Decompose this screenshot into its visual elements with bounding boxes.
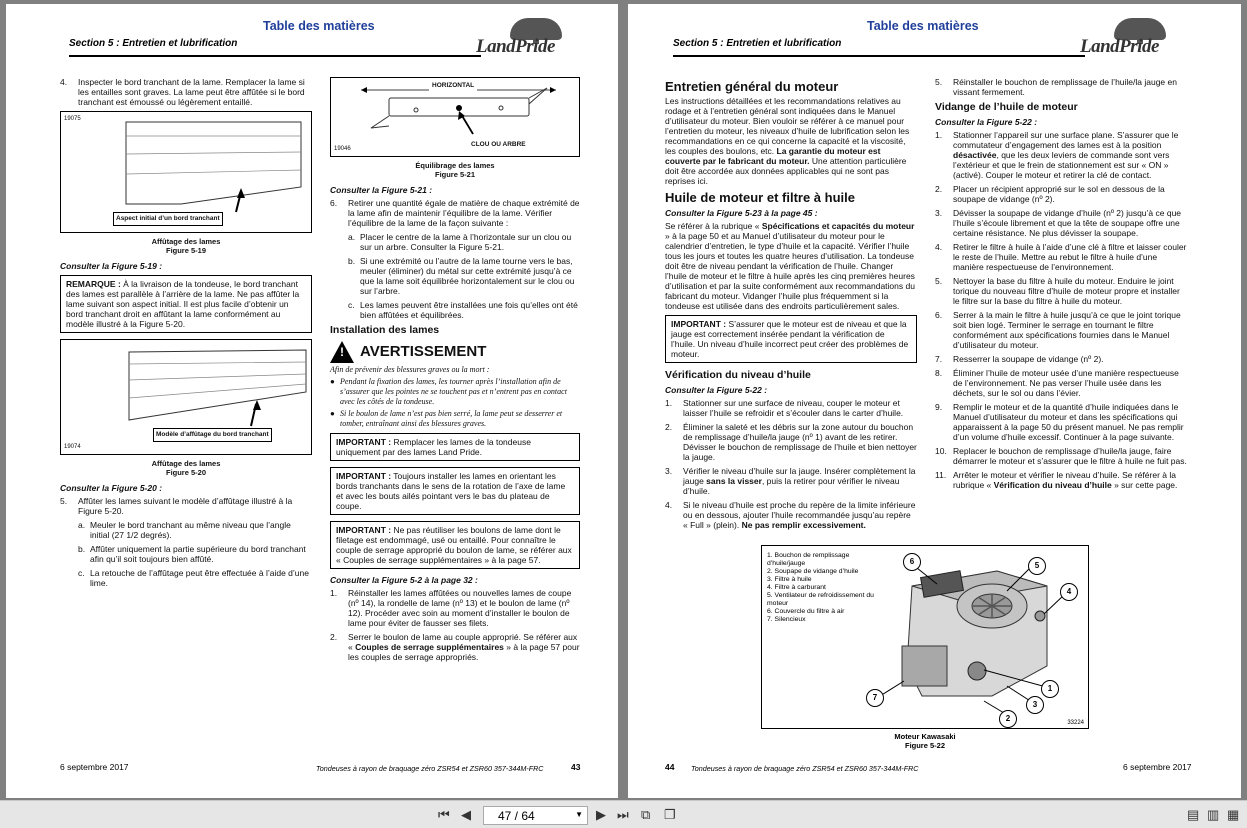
figure-5-22: 1. Bouchon de remplissage d’huile/jauge 2. Soupape de vidange d’huile 3. Filtre à huile 4. Filtre à carburant 5. Ventilateur de refroidissement du moteur 6. Couvercle du filtre à air 7. Silencieux 6 5 4 1 3 2 7 33224 [761,545,1089,729]
warning-bullet: ● Pendant la fixation des lames, les tourner après l’installation afin de s’assurer que les pointes ne se touchent pas et n’entrent pas en contact avec les côtés de la tondeuse. [330,377,567,406]
drain-step: 1. Stationner l’appareil sur une surface plane. S’assurer que le commutateur d’engagement des lames est à la position désactivée, que les deux leviers de commande sont vers l’extérieur et que le frein de stationnement est sur « ON » (activé). Couper le moteur et retirer la clé de contact. [935,130,1179,180]
figure-legend: 1. Bouchon de remplissage d’huile/jauge 2. Soupape de vidange d’huile 3. Filtre à huile 4. Filtre à carburant 5. Ventilateur de refroidissement du moteur 6. Couvercle du filtre à air 7. Silencieux [767,552,874,623]
grid-view-icon[interactable]: ▦ [1227,807,1240,822]
drain-step: 8. Éliminer l’huile de moteur usée d’une manière respectueuse de l’environnement. Ne pas verser l’huile usée dans les déchets, sur le sol ou dans l’évier. [935,368,1179,398]
substep: a. Placer le centre de la lame à l’horizontale sur un clou ou sur un arbre. Consulter la Figure 5-21. [348,232,572,252]
check-step: 3. Vérifier le niveau d’huile sur la jauge. Insérer complètement la jauge sans la visser, puis la retirer pour vérifier le niveau d’huile. [665,466,916,496]
footer-title: Tondeuses à rayon de braquage zéro ZSR54 et ZSR60 357-344M-FRC [691,764,919,773]
page-number: 44 [665,762,675,772]
link-oil-level-check[interactable]: Vérification du niveau d’huile [993,480,1112,490]
copy-page-icon[interactable]: ❐ [664,807,676,822]
drain-step: 6. Serrer à la main le filtre à huile jusqu’à ce que le joint torique soit bien logé. Terminer le serrage en tournant le filtre conformément aux spécifications fournies dans le Manuel d’utilisateur du moteur. [935,310,1181,350]
warning-icon: ! [330,341,354,363]
drain-step: 10. Replacer le bouchon de remplissage d’huile/la jauge, faire démarrer le moteur et s’assurer que le filtre à huile ne fuit pas. [935,446,1187,466]
footer-title: Tondeuses à rayon de braquage zéro ZSR54 et ZSR60 357-344M-FRC [316,764,544,773]
section-title: Section 5 : Entretien et lubrification [69,38,238,49]
figure-reference: Consulter la Figure 5-23 à la page 45 : [665,208,818,218]
paragraph: Les instructions détaillées et les recommandations relatives au rodage et à l’entretien général sont indiquées dans le Manuel d’utilisateur du moteur. Bien vouloir se référer à ce manuel pour l’entretien du moteur, les niveaux d’huile de lubrification selon les recommandations en ce qui concerne la capacité et la viscosité, les couples des boulons, etc. La garantie du moteur est couverte par le fabricant du moteur. Une attention particulière doit être accordée aux données applicables qui ne sont pas reprises ici. [665,96,910,186]
check-step: 4. Si le niveau d’huile est proche du repère de la limite inférieure ou en dessous, ajouter l’huile recommandée jusqu’au repère « Full » (plein). Ne pas remplir excessivement. [665,500,916,530]
footer-date: 6 septembre 2017 [60,762,129,772]
figure-reference: Consulter la Figure 5-19 : [60,261,163,271]
header-rule [69,55,481,57]
section-heading: Huile de moteur et filtre à huile [665,190,855,205]
figure-reference: Consulter la Figure 5-20 : [60,483,163,493]
install-step-1: 1. Réinstaller les lames affûtées ou nouvelles lames de coupe (nº 14), la rondelle de lame (nº 13) et le boulon de lame (nº 12). Procéder avec soin au moment d’installer le boulon de lame pour éviter de fausser ses filets. [330,588,572,628]
substep: b. Si une extrémité ou l’autre de la lame tourne vers le bas, meuler (éliminer) du métal sur cette extrémité jusqu’à ce que la lame soit équilibrée horizontalement sur le clou ou sur l’arbre. [348,256,575,296]
callout-3: 3 [1026,696,1044,714]
callout-1: 1 [1041,680,1059,698]
step-4: 4. Inspecter le bord tranchant de la lame. Remplacer la lame si les entailles sont graves. La lame peut être affûtée si le bord tranchant est émoussé ou légèrement entaillé. [60,77,305,107]
paragraph: Se référer à la rubrique « Spécifications et capacités du moteur » à la page 50 et au Manuel d’utilisateur du moteur pour le calendrier d’entretien, le type d’huile et la capacité. Vérifier l’huile tous les jours et toutes les quatre heures d’utilisation. La tondeuse doit être de niveau pendant la vérification de l’huile. Changer l’huile de moteur et le filtre à huile après les cinq premières heures d’utilisation et par la suite conformément aux recommandations du fabricant du moteur. Vidanger l’huile plus fréquemment si la tondeuse est utilisée dans des endroits particulièrement sales. [665,221,915,311]
section-heading: Installation des lames [330,324,440,336]
figure-caption: Moteur Kawasaki Figure 5-22 [894,732,956,750]
figure-5-19: 19075 Aspect initial d’un bord tranchant [60,111,312,233]
page-selector[interactable]: 47 / 64 ▼ [483,806,588,825]
toc-title[interactable]: Table des matières [263,19,375,33]
drain-step: 7. Resserrer la soupape de vidange (nº 2). [935,354,1104,364]
page-43 [6,4,618,798]
figure-caption: Affûtage des lames Figure 5-19 [151,237,221,255]
figure-caption: Équilibrage des lames Figure 5-21 [415,161,495,179]
callout-4: 4 [1060,583,1078,601]
warning-heading: ! AVERTISSEMENT [330,341,580,363]
substep: c. La retouche de l’affûtage peut être effectuée à l’aide d’une lime. [78,568,309,588]
landpride-logo: LandPride [476,18,596,60]
right-column [330,77,580,666]
important-box: IMPORTANT : Remplacer les lames de la tondeuse uniquement par des lames Land Pride. [330,433,580,461]
section-heading: Vérification du niveau d’huile [665,369,811,381]
warning-intro: Afin de prévenir des blessures graves ou la mort : [330,365,490,374]
link-torque[interactable]: Couples de serrage supplémentaires [355,642,504,652]
figure-caption: Affûtage des lames Figure 5-20 [151,459,221,477]
callout-2: 2 [999,710,1017,728]
drain-step: 9. Remplir le moteur et de la quantité d’huile indiquées dans le Manuel d’utilisateur du moteur et dans les spécifications qui apparaissent à la page 50 du présent manuel. Ne pas remplir d’un volume d’huile excessif. Continuer à la page suivante. [935,402,1184,442]
section-heading: Vidange de l’huile de moteur [935,101,1078,113]
page-number: 43 [571,762,581,772]
drain-step: 3. Dévisser la soupape de vidange d’huile (nº 2) jusqu’à ce que l’huile s’écoule librement et que la tête de soupape offre une certaine résistance. Ne plus dévisser la soupape. [935,208,1182,238]
figure-5-20: Modèle d’affûtage du bord tranchant 19074 [60,339,312,455]
drain-step: 11. Arrêter le moteur et vérifier le niveau d’huile. Se référer à la rubrique « Vérification du niveau d’huile » sur cette page. [935,470,1178,490]
substep: a. Meuler le bord tranchant au même niveau que l’angle initial (27 1/2 degrés). [78,520,291,540]
header-rule [673,55,1085,57]
right-column [935,77,1187,494]
viewer-toolbar [0,800,1247,828]
left-column [665,77,917,534]
landpride-logo: LandPride [1080,18,1200,60]
last-page-icon[interactable]: ⏭ [617,807,629,822]
figure-reference: Consulter la Figure 5-2 à la page 32 : [330,575,478,585]
continuous-view-icon[interactable]: ▥ [1207,807,1220,822]
step-5: 5. Affûter les lames suivant le modèle d’affûtage illustré à la Figure 5-20. [60,496,293,516]
drain-step: 2. Placer un récipient approprié sur le sol en dessous de la soupape de vidange (nº 2). [935,184,1165,204]
drain-step: 4. Retirer le filtre à huile à l’aide d’une clé à filtre et laisser couler le reste de l’huile. Mettre au rebut le filtre à huile d’une manière respectueuse de l’environnement. [935,242,1187,272]
check-step: 1. Stationner sur une surface de niveau, couper le moteur et laisser l’huile se refroidir et s’écouler dans le carter d’huile. [665,398,904,418]
important-box: IMPORTANT : S’assurer que le moteur est de niveau et que la jauge est correctement insérée pendant la vérification de l’huile. Un niveau d’huile incorrect peut créer des problèmes de moteur. [665,315,917,363]
link-specifications[interactable]: Spécifications et capacités du moteur [761,221,915,231]
section-heading: Entretien général du moteur [665,79,839,94]
next-page-icon[interactable]: ▶ [596,807,606,822]
horizontal-label: HORIZONTAL [429,81,477,91]
first-page-icon[interactable]: ⏮ [438,807,450,822]
figure-reference: Consulter la Figure 5-21 : [330,185,433,195]
toc-title[interactable]: Table des matières [867,19,979,33]
warning-bullet: ● Si le boulon de lame n’est pas bien serré, la lame peut se desserrer et tomber, entraînant ainsi des blessures graves. [330,409,563,428]
substep: c. Les lames peuvent être installées une fois qu’elles ont été bien affûtées et équilibrées. [348,300,578,320]
callout-5: 5 [1028,557,1046,575]
check-step: 5. Réinstaller le bouchon de remplissage de l’huile/la jauge en vissant fermement. [935,77,1177,97]
important-box: IMPORTANT : Toujours installer les lames en orientant les bords tranchants dans le sens de la rotation de l’axe de lame et avec les bouts ailés pointant vers le bas du plateau de coupe. [330,467,580,515]
single-page-view-icon[interactable]: ▤ [1187,807,1200,822]
step-6: 6. Retirer une quantité égale de matière de chaque extrémité de la lame afin de maintenir l’équilibre de la lame. Vérifier l’équilibre de la lame de la façon suivante : [330,198,580,228]
page-44 [628,4,1241,798]
previous-page-icon[interactable]: ◀ [461,807,471,822]
footer-date: 6 septembre 2017 [1123,762,1192,772]
figure-5-21: HORIZONTAL CLOU OU ARBRE 19046 [330,77,580,157]
important-box: IMPORTANT : Ne pas réutiliser les boulons de lame dont le filetage est endommagé, usé ou entaillé. Pour connaître le couple de serrage approprié du boulon de lame, se référer aux « Couples de serrage supplémentaires » à la page 57. [330,521,580,569]
two-page-view-icon[interactable]: ⧉ [641,807,651,822]
figure-label: Modèle d’affûtage du bord tranchant [153,428,272,442]
install-step-2: 2. Serrer le boulon de lame au couple approprié. Se référer aux « Couples de serrage supplémentaires » à la page 57 pour les couples de serrage appropriés. [330,632,580,662]
figure-label: CLOU OU ARBRE [471,141,526,148]
substep: b. Affûter uniquement la partie supérieure du bord tranchant afin qu’il soit toujours bien affûté. [78,544,306,564]
section-title: Section 5 : Entretien et lubrification [673,38,842,49]
figure-label: Aspect initial d’un bord tranchant [113,212,223,226]
check-step: 2. Éliminer la saleté et les débris sur la zone autour du bouchon de remplissage d’huile/la jauge (nº 1) avant de les retirer. Dévisser le bouchon de remplissage de l’huile et bien nettoyer la jauge. [665,422,917,462]
callout-6: 6 [903,553,921,571]
chevron-down-icon: ▼ [575,810,583,819]
figure-reference: Consulter la Figure 5-22 : [935,117,1038,127]
figure-reference: Consulter la Figure 5-22 : [665,385,768,395]
left-column [60,77,312,592]
drain-step: 5. Nettoyer la base du filtre à huile du moteur. Enduire le joint torique du nouveau filtre d’huile de moteur propre et installer le filtre sur la base du filtre à huile du moteur. [935,276,1180,306]
note-box: REMARQUE : À la livraison de la tondeuse, le bord tranchant des lames est parallèle à l’arrière de la lame. Ne pas affûter la lame suivant son aspect initial. Il est plus facile d’obtenir un bord tranchant droit en affûtant la lame conformément au modèle illustré à la Figure 5-20. [60,275,312,333]
callout-7: 7 [866,689,884,707]
